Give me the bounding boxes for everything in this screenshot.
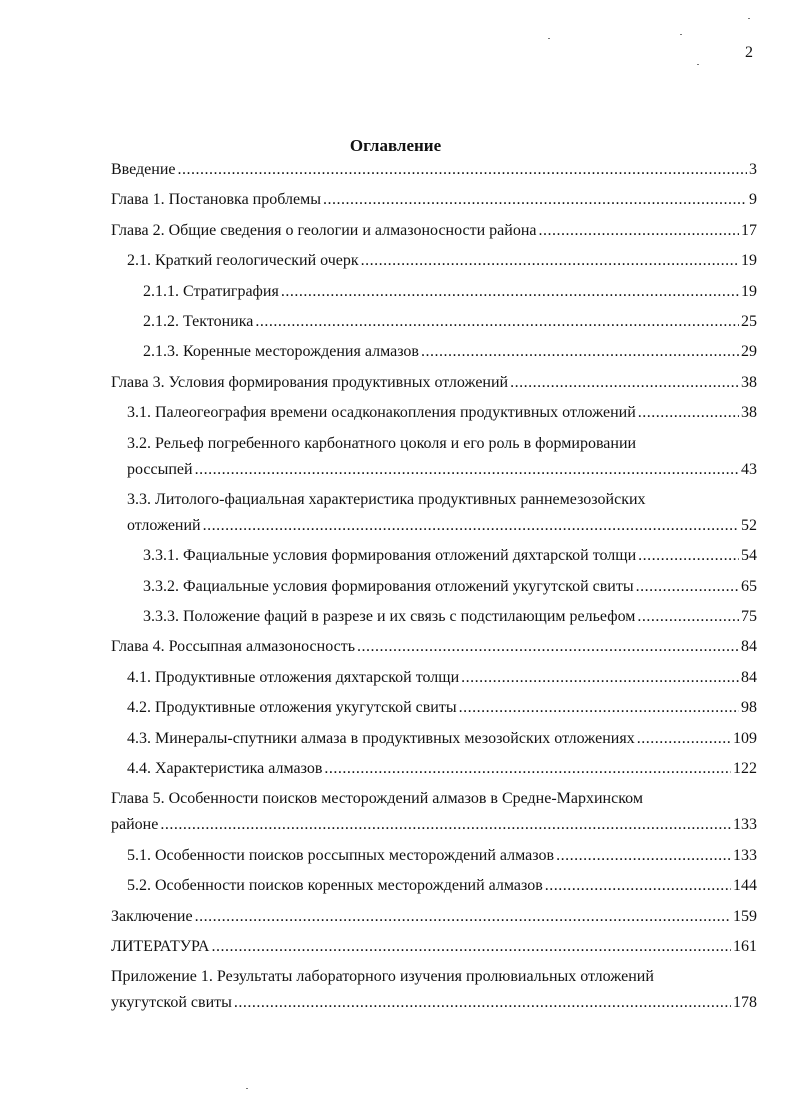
toc-entry-label: 5.2. Особенности поисков коренных месторождений алмазов <box>127 877 543 895</box>
toc-entry-label: 3.2. Рельеф погребенного карбонатного цоколя и его роль в формировании <box>127 434 637 452</box>
table-of-contents <box>111 157 757 1021</box>
toc-title: Оглавление <box>349 136 442 155</box>
toc-entry-label: 4.3. Минералы-спутники алмаза в продуктивных мезозойских отложениях <box>127 729 635 747</box>
toc-entry-conclusion[interactable] <box>111 904 757 930</box>
toc-entry-page: 3 <box>749 161 757 178</box>
toc-entry-literature[interactable] <box>111 934 757 960</box>
dot-leader <box>637 604 739 630</box>
toc-entry-page: 144 <box>733 877 757 895</box>
toc-entry-label: 3.3.2. Фациальные условия формирования отложений укугутской свиты <box>143 577 634 595</box>
toc-entry-label: 5.1. Особенности поисков россыпных месторождений алмазов <box>127 846 555 864</box>
toc-entry-page: 122 <box>733 760 757 778</box>
toc-entry-appendix-1[interactable] <box>111 964 757 1016</box>
dot-leader <box>178 157 748 183</box>
toc-entry-3-3-3[interactable] <box>111 604 757 630</box>
toc-entry-label-continued: районе <box>111 816 159 834</box>
dot-leader <box>203 513 739 539</box>
toc-entry-page: 17 <box>741 221 757 239</box>
toc-entry-page: 52 <box>741 516 757 534</box>
toc-entry-label-continued: укугутской свиты <box>111 994 232 1012</box>
toc-entry-page: 43 <box>741 460 757 478</box>
toc-entry-3-2[interactable] <box>111 431 757 483</box>
toc-entry-3-3-2[interactable] <box>111 574 757 600</box>
dot-leader <box>211 934 731 960</box>
toc-entry-page: 9 <box>749 191 757 209</box>
dot-leader <box>545 873 731 899</box>
dot-leader <box>556 843 731 869</box>
toc-entry-page: 133 <box>733 816 757 834</box>
toc-entry-chapter-3[interactable] <box>111 370 757 396</box>
toc-entry-label: Глава 2. Общие сведения о геологии и алмазоносности района <box>111 221 537 239</box>
toc-entry-label: Глава 1. Постановка проблемы <box>111 191 321 209</box>
toc-entry-page: 38 <box>741 404 757 422</box>
toc-entry-label: 2.1.3. Коренные месторождения алмазов <box>143 343 419 361</box>
dot-leader <box>361 248 739 274</box>
toc-entry-label: 3.3. Литолого-фациальная характеристика продуктивных раннемезозойских <box>127 490 646 508</box>
dot-leader <box>323 187 747 213</box>
toc-entry-label: 3.1. Палеогеография времени осадконакопления продуктивных отложений <box>127 404 636 422</box>
dot-leader <box>357 634 739 660</box>
dot-leader <box>636 574 739 600</box>
dot-leader <box>638 543 739 569</box>
toc-entry-label: Приложение 1. Результаты лабораторного изучения пролювиальных отложений <box>111 968 654 986</box>
toc-entry-chapter-1[interactable] <box>111 187 757 213</box>
dot-leader <box>195 904 731 930</box>
scan-speck <box>697 64 699 65</box>
toc-entry-label: 2.1. Краткий геологический очерк <box>127 252 359 270</box>
toc-entry-page: 75 <box>741 608 757 626</box>
toc-entry-page: 84 <box>741 638 757 656</box>
toc-entry-page: 98 <box>741 699 757 717</box>
toc-entry-2-1[interactable] <box>111 248 757 274</box>
dot-leader <box>234 990 731 1016</box>
scan-speck <box>680 34 682 35</box>
toc-entry-label: 3.3.1. Фациальные условия формирования отложений дяхтарской толщи <box>143 547 637 565</box>
toc-entry-page: 178 <box>733 994 757 1012</box>
toc-entry-2-1-3[interactable] <box>111 339 757 365</box>
toc-entry-page: 29 <box>741 343 757 361</box>
dot-leader <box>459 695 739 721</box>
toc-entry-chapter-4[interactable] <box>111 634 757 660</box>
scan-speck <box>548 38 550 39</box>
toc-entry-label: 4.2. Продуктивные отложения укугутской свиты <box>127 699 457 717</box>
toc-entry-page: 19 <box>741 252 757 270</box>
toc-entry-chapter-5[interactable] <box>111 786 757 838</box>
toc-entry-page: 54 <box>741 547 757 565</box>
toc-entry-label: 3.3.3. Положение фаций в разрезе и их связь с подстилающим рельефом <box>143 608 636 626</box>
toc-entry-page: 65 <box>741 577 757 595</box>
toc-entry-label: Введение <box>111 161 176 178</box>
dot-leader <box>638 400 739 426</box>
dot-leader <box>195 457 739 483</box>
toc-entry-3-3[interactable] <box>111 487 757 539</box>
toc-entry-label: 2.1.1. Стратиграфия <box>143 282 279 300</box>
toc-entry-3-3-1[interactable] <box>111 543 757 569</box>
toc-entry-page: 161 <box>733 937 757 955</box>
toc-entry-page: 25 <box>741 312 757 330</box>
dot-leader <box>539 218 740 244</box>
toc-entry-label: Заключение <box>111 907 193 925</box>
toc-entry-page: 38 <box>741 373 757 391</box>
toc-entry-chapter-2[interactable] <box>111 218 757 244</box>
dot-leader <box>255 309 739 335</box>
toc-entry-label: Глава 5. Особенности поисков месторождений алмазов в Средне-Мархинском <box>111 790 643 808</box>
toc-entry-page: 133 <box>733 846 757 864</box>
toc-entry-page: 19 <box>741 282 757 300</box>
toc-entry-page: 84 <box>741 668 757 686</box>
dot-leader <box>421 339 739 365</box>
toc-entry-5-2[interactable] <box>111 873 757 899</box>
page-number: 2 <box>745 44 753 61</box>
toc-entry-label-continued: отложений <box>127 516 201 534</box>
toc-entry-label: Глава 4. Россыпная алмазоносность <box>111 638 355 656</box>
dot-leader <box>281 279 739 305</box>
dot-leader <box>510 370 739 396</box>
toc-entry-label: 4.4. Характеристика алмазов <box>127 760 323 778</box>
toc-entry-4-4[interactable] <box>111 756 757 782</box>
toc-entry-label: Глава 3. Условия формирования продуктивных отложений <box>111 373 509 391</box>
toc-entry-label: ЛИТЕРАТУРА <box>111 937 210 955</box>
toc-entry-page: 159 <box>733 907 757 925</box>
dot-leader <box>324 756 731 782</box>
toc-entry-5-1[interactable] <box>111 843 757 869</box>
toc-entry-label: 2.1.2. Тектоника <box>143 312 254 330</box>
dot-leader <box>461 665 739 691</box>
scan-speck <box>748 18 750 19</box>
toc-entry-4-2[interactable] <box>111 695 757 721</box>
toc-entry-2-1-2[interactable] <box>111 309 757 335</box>
dot-leader <box>637 726 731 752</box>
toc-entry-intro[interactable] <box>111 157 757 183</box>
toc-entry-label: 4.1. Продуктивные отложения дяхтарской толщи <box>127 668 460 686</box>
scan-speck <box>246 1088 248 1089</box>
toc-entry-2-1-1[interactable] <box>111 279 757 305</box>
dot-leader <box>160 812 731 838</box>
toc-entry-page: 109 <box>733 729 757 747</box>
toc-entry-3-1[interactable] <box>111 400 757 426</box>
toc-entry-4-1[interactable] <box>111 665 757 691</box>
toc-entry-label-continued: россыпей <box>127 460 193 478</box>
toc-entry-4-3[interactable] <box>111 726 757 752</box>
